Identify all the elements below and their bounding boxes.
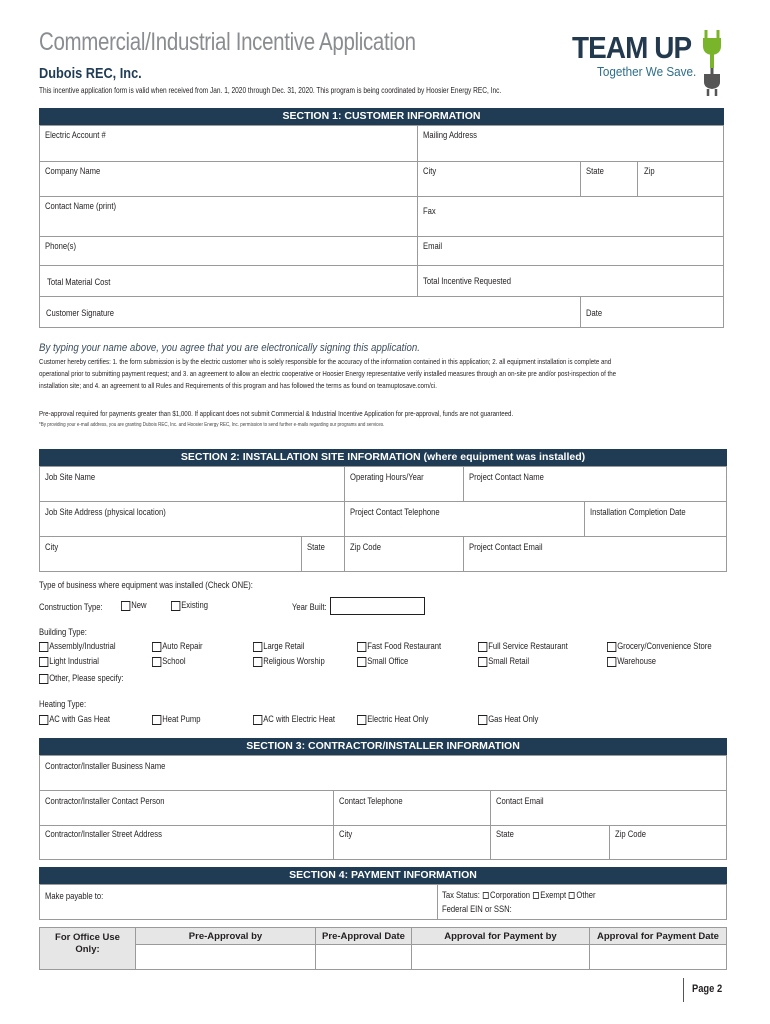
total-material-cost-field[interactable]: Total Material Cost (40, 266, 418, 297)
small-retail-checkbox[interactable]: Small Retail (478, 656, 529, 667)
contractor-state-field[interactable]: State (491, 826, 610, 860)
year-built-input[interactable] (330, 597, 425, 615)
section4-grid (39, 884, 727, 920)
pre-approval-date-cell[interactable] (316, 945, 412, 969)
office-use-table (39, 927, 727, 970)
pre-approval-by-header: Pre-Approval by (136, 928, 316, 945)
project-contact-name-field[interactable]: Project Contact Name (464, 467, 727, 502)
corporation-checkbox[interactable] (482, 892, 488, 899)
light-industrial-checkbox[interactable]: Light Industrial (39, 656, 99, 667)
installation-completion-date-field[interactable]: Installation Completion Date (585, 502, 727, 537)
school-checkbox[interactable]: School (152, 656, 186, 667)
gas-heat-only-checkbox[interactable]: Gas Heat Only (478, 714, 538, 725)
section2-header: SECTION 2: INSTALLATION SITE INFORMATION (where equipment was installed) (39, 449, 727, 466)
logo-tagline: Together We Save. (597, 64, 697, 79)
grocery-checkbox[interactable]: Grocery/Convenience Store (607, 641, 712, 652)
tax-status-field[interactable]: Tax Status: Corporation Exempt Other Federal EIN or SSN: (442, 890, 596, 914)
mailing-address-field[interactable]: Mailing Address (418, 126, 724, 162)
contractor-city-field[interactable]: City (334, 826, 491, 860)
form-title: Commercial/Industrial Incentive Application (39, 28, 416, 56)
contractor-email-field[interactable]: Contact Email (491, 791, 727, 826)
operating-hours-field[interactable]: Operating Hours/Year (345, 467, 464, 502)
fast-food-checkbox[interactable]: Fast Food Restaurant (357, 641, 441, 652)
electric-account-field[interactable]: Electric Account # (40, 126, 418, 162)
intro-text: This incentive application form is valid when received from Jan. 1, 2020 through Dec. 31, 2020. This program is being coordinated by Hoosier Energy REC, Inc. (39, 86, 502, 95)
contractor-street-address-field[interactable]: Contractor/Installer Street Address (40, 826, 334, 860)
ac-electric-heat-checkbox[interactable]: AC with Electric Heat (253, 714, 335, 725)
make-payable-field[interactable]: Make payable to: (40, 885, 438, 919)
city-field[interactable]: City (418, 162, 581, 197)
site-zip-field[interactable]: Zip Code (345, 537, 464, 572)
heating-type-label: Heating Type: (39, 699, 87, 709)
fax-field[interactable]: Fax (418, 197, 724, 237)
building-type-label: Building Type: (39, 627, 87, 637)
agreement-line-3: installation site; and 4. an agreement to all Rules and Requirements of this program and has followed the terms as found on teamuptosave.com/ci. (39, 381, 437, 390)
business-type-label: Type of business where equipment was installed (Check ONE): (39, 580, 253, 590)
agreement-line-1: Customer hereby certifies: 1. the form submission is by the electric customer who is solely responsible for the accuracy of the information contained in this application; 2. all equipment installation is complete and (39, 357, 612, 366)
contractor-contact-person-field[interactable]: Contractor/Installer Contact Person (40, 791, 334, 826)
email-field[interactable]: Email (418, 237, 724, 266)
approval-payment-date-cell[interactable] (590, 945, 726, 969)
phones-field[interactable]: Phone(s) (40, 237, 418, 266)
section3-header: SECTION 3: CONTRACTOR/INSTALLER INFORMATION (39, 738, 727, 755)
total-incentive-field[interactable]: Total Incentive Requested (418, 266, 724, 297)
pre-approval-by-cell[interactable] (136, 945, 316, 969)
project-contact-email-field[interactable]: Project Contact Email (469, 542, 543, 552)
project-contact-telephone-field[interactable]: Project Contact Telephone (345, 502, 585, 537)
approval-payment-date-header: Approval for Payment Date (590, 928, 726, 945)
logo-text: TEAM UP (572, 30, 692, 65)
company-name-field[interactable]: Company Name (40, 162, 418, 197)
construction-type-label: Construction Type: (39, 602, 103, 612)
approval-payment-by-header: Approval for Payment by (412, 928, 590, 945)
section1-grid (39, 125, 724, 328)
plug-icon (702, 30, 730, 98)
full-service-checkbox[interactable]: Full Service Restaurant (478, 641, 568, 652)
state-field[interactable]: State (581, 162, 638, 197)
date-field[interactable]: Date (586, 308, 603, 318)
approval-payment-by-cell[interactable] (412, 945, 590, 969)
job-site-address-field[interactable]: Job Site Address (physical location) (40, 502, 345, 537)
other-checkbox[interactable] (569, 892, 575, 899)
agreement-line-2: operational prior to submitting payment request; and 3. an agreement to allow an electric cooperative or Hoosier Energy representative verify installed measures through an on-site pre and/or post-inspection of the (39, 369, 617, 378)
section2-grid (39, 466, 727, 572)
large-retail-checkbox[interactable]: Large Retail (253, 641, 304, 652)
section3-grid (39, 755, 727, 860)
ac-gas-heat-checkbox[interactable]: AC with Gas Heat (39, 714, 110, 725)
small-office-checkbox[interactable]: Small Office (357, 656, 408, 667)
assembly-industrial-checkbox[interactable]: Assembly/Industrial (39, 641, 116, 652)
zip-field[interactable]: Zip (638, 162, 724, 197)
religious-worship-checkbox[interactable]: Religious Worship (253, 656, 325, 667)
site-city-field[interactable]: City (40, 537, 302, 572)
agreement-heading: By typing your name above, you agree that you are electronically signing this application. (39, 342, 420, 354)
new-checkbox[interactable]: New (121, 600, 147, 611)
auto-repair-checkbox[interactable]: Auto Repair (152, 641, 203, 652)
customer-signature-field[interactable]: Customer Signature (40, 297, 581, 328)
contractor-telephone-field[interactable]: Contact Telephone (334, 791, 491, 826)
office-use-label: For Office Use Only: (39, 927, 136, 970)
warehouse-checkbox[interactable]: Warehouse (607, 656, 656, 667)
page-number: Page 2 (692, 983, 723, 995)
contractor-zip-field[interactable]: Zip Code (615, 829, 647, 839)
preapproval-note: Pre-approval required for payments greater than $1,000. If applicant does not submit Commercial & Industrial Incentive Application for pre-approval, funds are not guaranteed. (39, 409, 514, 418)
year-built-label: Year Built: (292, 602, 327, 612)
fine-print: *By providing your e-mail address, you are granting Dubois REC, Inc. and Hoosier Energy REC, Inc. permission to send further e-mails regarding our programs and services. (39, 422, 385, 428)
footer-divider (683, 978, 684, 1002)
job-site-name-field[interactable]: Job Site Name (40, 467, 345, 502)
team-up-logo (570, 30, 730, 98)
contractor-business-name-field[interactable]: Contractor/Installer Business Name (40, 756, 727, 791)
pre-approval-date-header: Pre-Approval Date (316, 928, 412, 945)
heat-pump-checkbox[interactable]: Heat Pump (152, 714, 200, 725)
organization-name: Dubois REC, Inc. (39, 65, 142, 82)
site-state-field[interactable]: State (302, 537, 345, 572)
exempt-checkbox[interactable] (533, 892, 539, 899)
section4-header: SECTION 4: PAYMENT INFORMATION (39, 867, 727, 884)
electric-heat-only-checkbox[interactable]: Electric Heat Only (357, 714, 428, 725)
other-building-checkbox[interactable]: Other, Please specify: (39, 673, 124, 684)
section1-header: SECTION 1: CUSTOMER INFORMATION (39, 108, 724, 125)
contact-name-field[interactable]: Contact Name (print) (40, 197, 418, 237)
existing-checkbox[interactable]: Existing (171, 600, 208, 611)
